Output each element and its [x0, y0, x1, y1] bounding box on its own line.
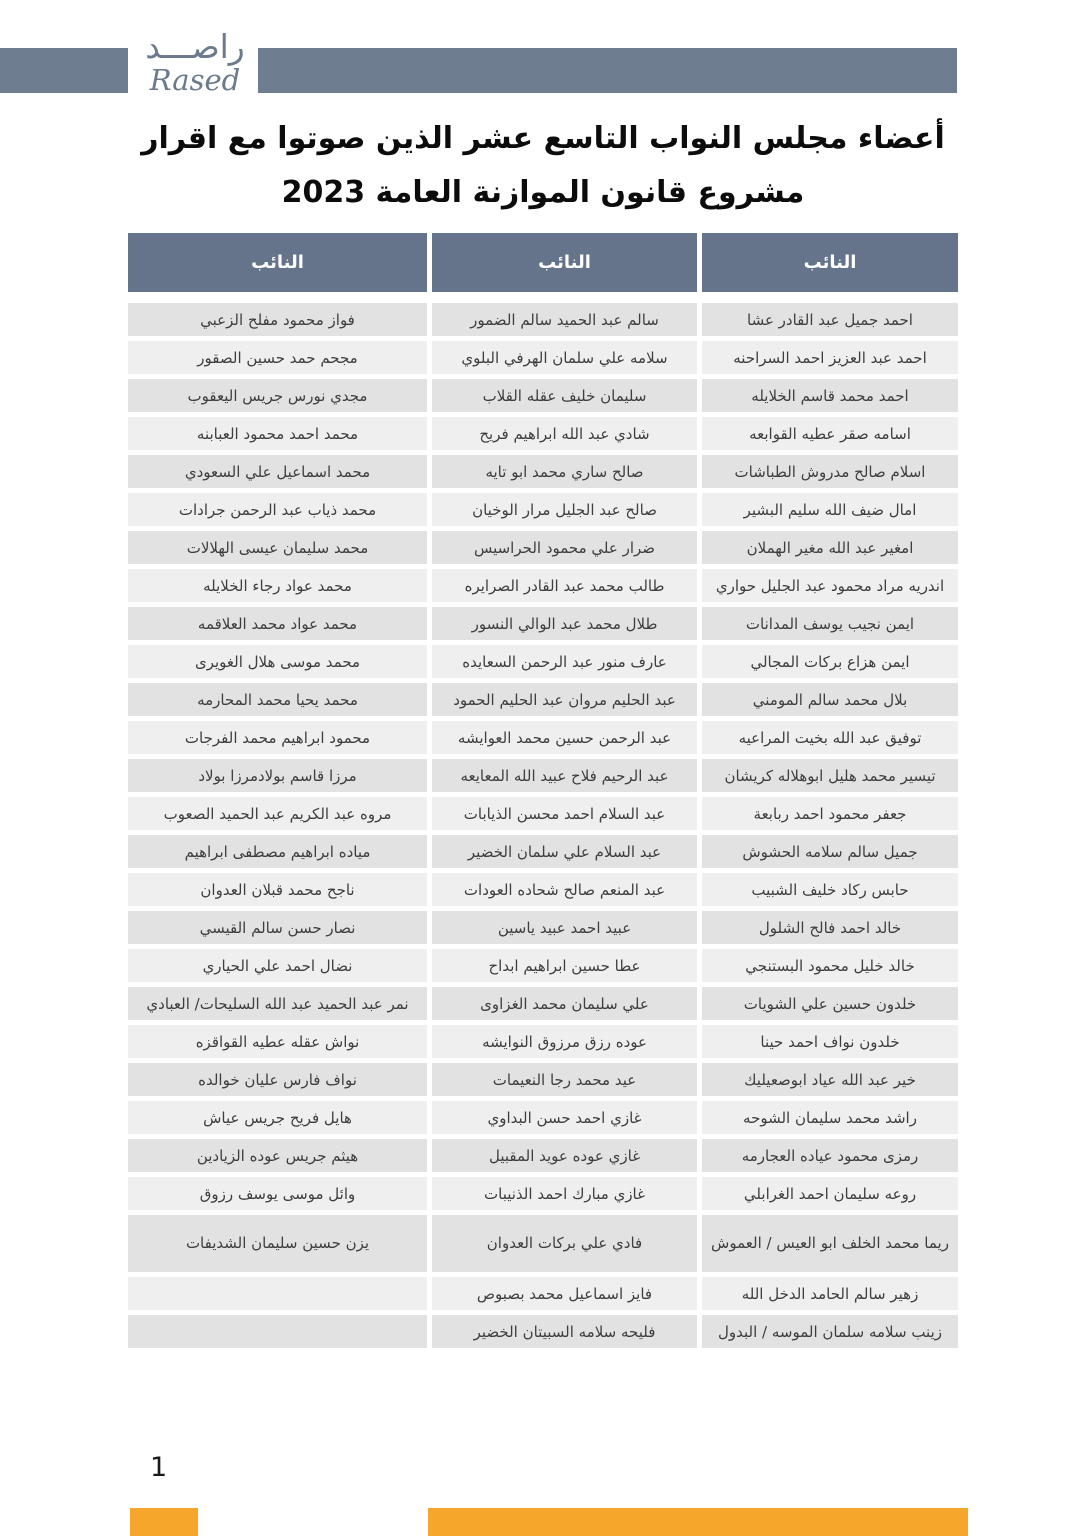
table-cell: عبد الرحيم فلاح عبيد الله المعايعه	[432, 759, 697, 792]
table-cell: امال ضيف الله سليم البشير	[702, 493, 958, 526]
table-cell: احمد عبد العزيز احمد السراحنه	[702, 341, 958, 374]
table-row	[128, 987, 958, 1020]
table-row	[128, 835, 958, 868]
table-cell: فواز محمود مفلح الزعبي	[128, 303, 427, 336]
table-cell: خير عبد الله عياد ابوصعيليك	[702, 1063, 958, 1096]
table-row	[128, 1215, 958, 1272]
table-cell: اندريه مراد محمود عبد الجليل حواري	[702, 569, 958, 602]
table-row	[128, 379, 958, 412]
rased-logo-latin: Rased	[149, 63, 241, 97]
rased-logo	[134, 27, 256, 97]
members-table	[128, 233, 958, 1353]
table-row	[128, 1315, 958, 1348]
table-cell: مرزا قاسم بولادمرزا بولاد	[128, 759, 427, 792]
table-row	[128, 455, 958, 488]
table-cell: عوده رزق مرزوق النوايشه	[432, 1025, 697, 1058]
page-number: 1	[150, 1452, 168, 1483]
table-cell: مروه عبد الكريم عبد الحميد الصعوب	[128, 797, 427, 830]
table-cell: رمزى محمود عياده العجارمه	[702, 1139, 958, 1172]
table-cell: شادي عبد الله ابراهيم فريح	[432, 417, 697, 450]
table-cell: حابس ركاد خليف الشبيب	[702, 873, 958, 906]
table-cell: احمد محمد قاسم الخلايله	[702, 379, 958, 412]
table-row	[128, 607, 958, 640]
table-cell: غازي مبارك احمد الذنيبات	[432, 1177, 697, 1210]
table-row	[128, 721, 958, 754]
table-cell: عبد الرحمن حسين محمد العوايشه	[432, 721, 697, 754]
table-row	[128, 1025, 958, 1058]
table-cell: زينب سلامه سلمان الموسه / البدول	[702, 1315, 958, 1348]
table-cell: وائل موسى يوسف رزوق	[128, 1177, 427, 1210]
table-row	[128, 1101, 958, 1134]
table-cell: محمود ابراهيم محمد الفرجات	[128, 721, 427, 754]
table-row	[128, 911, 958, 944]
table-row	[128, 493, 958, 526]
table-cell: محمد اسماعيل علي السعودي	[128, 455, 427, 488]
header-left-decorative-bar	[0, 48, 128, 93]
table-cell: فليحه سلامه السبيتان الخضير	[432, 1315, 697, 1348]
table-row	[128, 683, 958, 716]
table-cell: مجحم حمد حسين الصقور	[128, 341, 427, 374]
table-cell: تيسير محمد هليل ابوهلاله كريشان	[702, 759, 958, 792]
table-cell: روعه سليمان احمد الغرابلي	[702, 1177, 958, 1210]
table-header-row	[128, 233, 958, 292]
page-title	[128, 112, 958, 220]
table-cell: علي سليمان محمد الغزاوى	[432, 987, 697, 1020]
table-cell: فايز اسماعيل محمد بصبوص	[432, 1277, 697, 1310]
table-cell: سليمان خليف عقله القلاب	[432, 379, 697, 412]
table-header-cell: النائب	[128, 233, 427, 292]
table-row	[128, 417, 958, 450]
table-cell: عبد السلام احمد محسن الذيابات	[432, 797, 697, 830]
table-cell: عبيد احمد عبيد ياسين	[432, 911, 697, 944]
table-cell: نواف فارس عليان خوالده	[128, 1063, 427, 1096]
table-cell: ايمن هزاع بركات المجالي	[702, 645, 958, 678]
table-row	[128, 797, 958, 830]
table-row	[128, 1177, 958, 1210]
table-row	[128, 759, 958, 792]
table-row	[128, 341, 958, 374]
table-row	[128, 531, 958, 564]
table-cell: محمد ذياب عبد الرحمن جرادات	[128, 493, 427, 526]
table-cell: احمد جميل عبد القادر عشا	[702, 303, 958, 336]
table-cell: صالح ساري محمد ابو تايه	[432, 455, 697, 488]
table-row	[128, 303, 958, 336]
table-cell: خالد احمد فالح الشلول	[702, 911, 958, 944]
table-cell: جميل سالم سلامه الحشوش	[702, 835, 958, 868]
table-cell: عيد محمد رجا النعيمات	[432, 1063, 697, 1096]
table-cell: غازي عوده عويد المقبيل	[432, 1139, 697, 1172]
table-cell: عطا حسين ابراهيم ابداح	[432, 949, 697, 982]
table-cell: نمر عبد الحميد عبد الله السليحات/ العبادي	[128, 987, 427, 1020]
table-row	[128, 949, 958, 982]
table-cell: امغير عبد الله مغير الهملان	[702, 531, 958, 564]
table-cell: اسلام صالح مدروش الطباشات	[702, 455, 958, 488]
table-cell: مجدي نورس جريس اليعقوب	[128, 379, 427, 412]
table-cell: راشد محمد سليمان الشوحه	[702, 1101, 958, 1134]
table-cell: عبد السلام علي سلمان الخضير	[432, 835, 697, 868]
table-cell: جعفر محمود احمد ربابعة	[702, 797, 958, 830]
table-header-cell: النائب	[702, 233, 958, 292]
rased-logo-arabic: راصـــد	[145, 27, 245, 66]
table-cell: ايمن نجيب يوسف المدانات	[702, 607, 958, 640]
table-cell: خلدون حسين علي الشويات	[702, 987, 958, 1020]
table-cell: غازي احمد حسن البداوي	[432, 1101, 697, 1134]
table-cell: ناجح محمد قبلان العدوان	[128, 873, 427, 906]
table-cell: محمد موسى هلال الغويرى	[128, 645, 427, 678]
table-cell: طلال محمد عبد الوالي النسور	[432, 607, 697, 640]
table-cell: زهير سالم الحامد الدخل الله	[702, 1277, 958, 1310]
table-row	[128, 1277, 958, 1310]
table-cell: فادي علي بركات العدوان	[432, 1215, 697, 1272]
footer-orange-bar-small	[130, 1508, 198, 1536]
table-cell: عبد الحليم مروان عبد الحليم الحمود	[432, 683, 697, 716]
header-main-decorative-bar	[258, 48, 957, 93]
table-cell: محمد عواد محمد العلاقمه	[128, 607, 427, 640]
table-cell: هيثم جريس عوده الزيادين	[128, 1139, 427, 1172]
table-row	[128, 569, 958, 602]
table-cell: بلال محمد سالم المومني	[702, 683, 958, 716]
table-cell: هايل فريح جريس عياش	[128, 1101, 427, 1134]
table-cell: محمد سليمان عيسى الهلالات	[128, 531, 427, 564]
table-cell: توفيق عبد الله بخيت المراعيه	[702, 721, 958, 754]
page-title-line2: مشروع قانون الموازنة العامة 2023	[281, 175, 805, 210]
table-cell: خالد خليل محمود البستنجي	[702, 949, 958, 982]
table-cell: صالح عبد الجليل مرار الوخيان	[432, 493, 697, 526]
table-cell: يزن حسين سليمان الشديفات	[128, 1215, 427, 1272]
table-cell: ضرار علي محمود الحراسيس	[432, 531, 697, 564]
table-cell: مياده ابراهيم مصطفى ابراهيم	[128, 835, 427, 868]
table-row	[128, 645, 958, 678]
table-cell	[128, 1277, 427, 1310]
page-title-line1: أعضاء مجلس النواب التاسع عشر الذين صوتوا مع اقرار	[141, 121, 945, 156]
table-cell	[128, 1315, 427, 1348]
table-row	[128, 1139, 958, 1172]
table-cell: اسامه صقر عطيه القوابعه	[702, 417, 958, 450]
table-row	[128, 1063, 958, 1096]
table-header-cell: النائب	[432, 233, 697, 292]
table-cell: نصار حسن سالم القيسي	[128, 911, 427, 944]
table-cell: محمد عواد رجاء الخلايله	[128, 569, 427, 602]
table-cell: نواش عقله عطيه القواقزه	[128, 1025, 427, 1058]
footer-orange-bar-large	[428, 1508, 968, 1536]
table-cell: عارف منور عبد الرحمن السعايده	[432, 645, 697, 678]
table-cell: خلدون نواف احمد حينا	[702, 1025, 958, 1058]
table-cell: محمد احمد محمود العبابنه	[128, 417, 427, 450]
table-cell: سالم عبد الحميد سالم الضمور	[432, 303, 697, 336]
table-cell: ريما محمد الخلف ابو العيس / العموش	[702, 1215, 958, 1272]
table-row	[128, 873, 958, 906]
table-cell: سلامه علي سلمان الهرفي البلوي	[432, 341, 697, 374]
table-cell: نضال احمد علي الحياري	[128, 949, 427, 982]
table-cell: عبد المنعم صالح شحاده العودات	[432, 873, 697, 906]
table-cell: طالب محمد عبد القادر الصرايره	[432, 569, 697, 602]
table-cell: محمد يحيا محمد المحارمه	[128, 683, 427, 716]
